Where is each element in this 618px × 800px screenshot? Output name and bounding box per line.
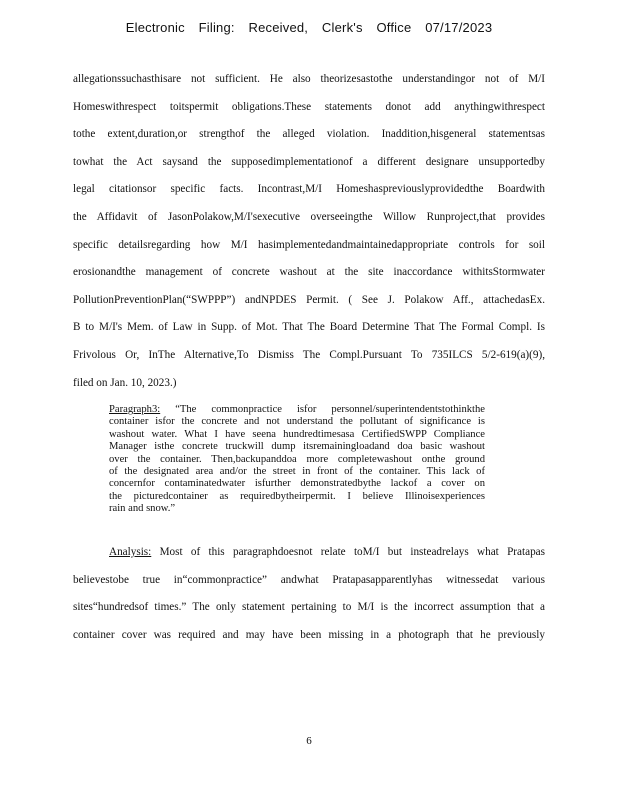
body-line: erosionandthe management of concrete washout at the site inaccordance withitsStormwater: [73, 266, 545, 279]
body-line: tothe extent,duration,or strengthof the alleged violation. Inaddition,hisgeneral statementsas: [73, 128, 545, 141]
quote-line: rain and snow.”: [109, 503, 176, 515]
filing-header: Electronic Filing: Received, Clerk's Office 07/17/2023: [125, 20, 493, 35]
page-number: 6: [306, 735, 312, 747]
analysis-line: sites“hundredsof times.” The only statement pertaining to M/I is the incorrect assumption that a: [73, 601, 545, 614]
analysis-line: container cover was required and may have been missing in a photograph that he previously: [73, 628, 545, 641]
quote-first-line: [109, 404, 485, 416]
body-line: allegationssuchasthisare not sufficient. He also theorizesastothe understandingor not of M/I: [73, 73, 545, 85]
body-line: filed on Jan. 10, 2023.): [73, 376, 177, 389]
quote-line: concernfor contaminatedwater isfurther demonstratedbythe lackof a cover on: [109, 478, 485, 490]
quote-line: of the designated area and/or the street in front of the container. This lack of: [109, 465, 485, 477]
quote-first-text: “The commonpractice isfor personnel/superintendentstothinkthe: [160, 404, 485, 415]
analysis-label: Analysis:: [109, 546, 152, 558]
quote-line: washout water. What I have seena hundredtimesasa CertifiedSWPP Compliance: [109, 428, 485, 440]
quote-label: Paragraph3:: [109, 404, 161, 415]
body-line: towhat the Act saysand the supposedimplementationof a different designare unsupportedby: [73, 155, 545, 168]
analysis-first-text: Most of this paragraphdoesnot relate toM/I but insteadrelays what Pratapas: [151, 546, 545, 558]
body-line: Frivolous Or, InThe Alternative,To Dismiss The Compl.Pursuant To 735ILCS 5/2-619(a)(9),: [73, 348, 545, 361]
quote-line: Manager isthe concrete truckwill dump itsremainingloadand doa basic washout: [109, 441, 485, 453]
body-line: the Affidavit of JasonPolakow,M/I'sexecutive overseeingthe Willow Runproject,that provides: [73, 210, 545, 223]
body-line: B to M/I's Mem. of Law in Supp. of Mot. That The Board Determine That The Formal Compl. Is: [73, 321, 545, 334]
body-line: PollutionPreventionPlan(“SWPPP”) andNPDES Permit. ( See J. Polakow Aff., attachedasEx.: [73, 293, 545, 306]
analysis-first-line: [73, 544, 545, 572]
body-paragraph: [73, 71, 545, 402]
quote-line: the picturedcontainer as requiredbytheirpermit. I believe Illinoisexperiences: [109, 490, 485, 502]
body-line: Homeswithrespect toitspermit obligations.These statements donot add anythingwithrespect: [73, 100, 545, 113]
quote-line: over the container. Then,backupanddoa more completewashout onthe ground: [109, 453, 485, 465]
analysis-paragraph: [73, 544, 545, 654]
body-line: specific detailsregarding how M/I hasimplementedandmaintainedappropriate controls for soil: [73, 238, 545, 251]
body-line: legal citationsor specific facts. Incontrast,M/I Homeshaspreviouslyprovidedthe Boardwith: [73, 183, 545, 196]
analysis-line: believestobe true in“commonpractice” andwhat Pratapasapparentlyhas witnessedat various: [73, 573, 545, 586]
block-quote: [109, 404, 485, 516]
quote-line: container isfor the concrete and not understand the pollutant of significance is: [109, 416, 485, 428]
